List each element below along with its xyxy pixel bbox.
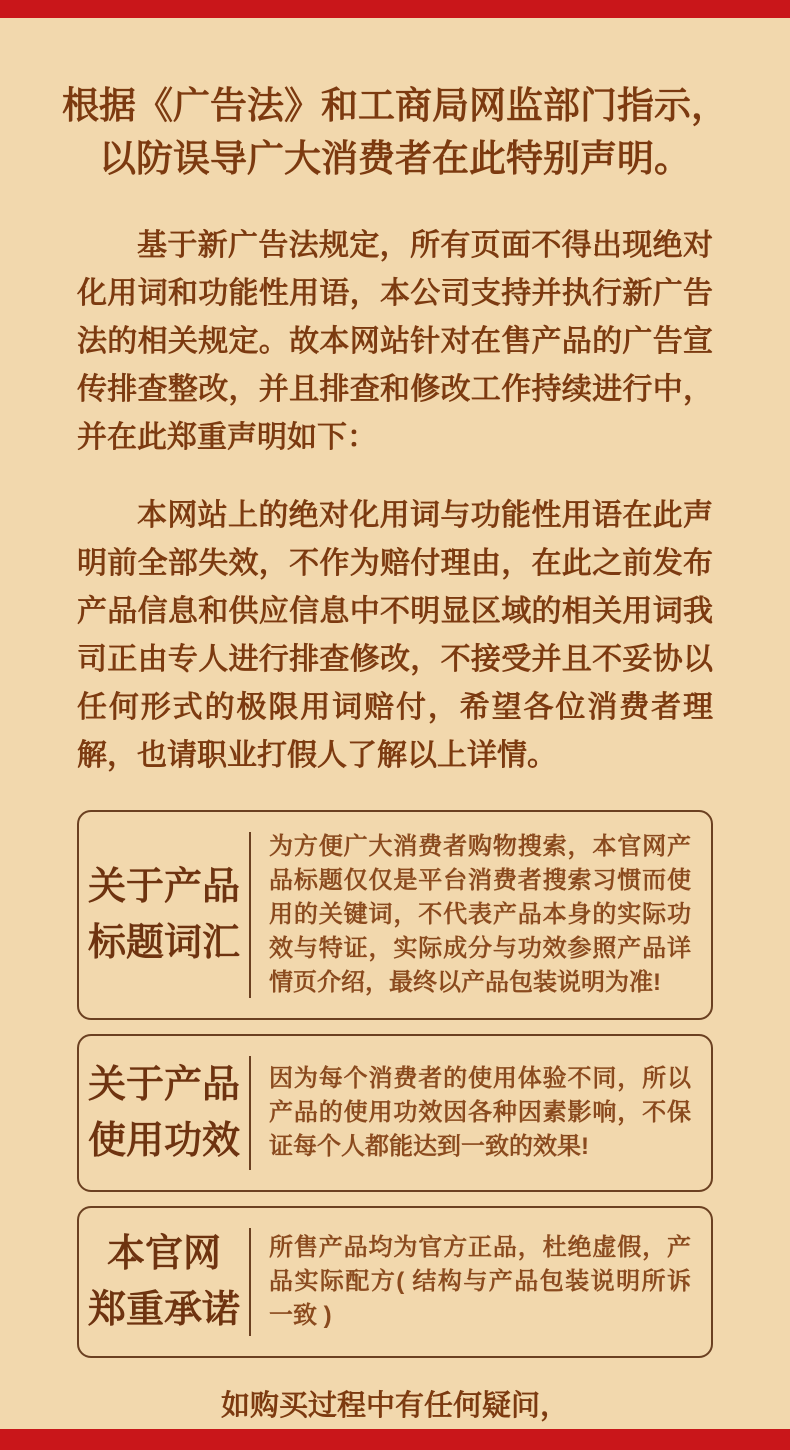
notice-box-content: [251, 1208, 711, 1356]
notice-box-label: [79, 812, 249, 1018]
notice-box-content: [251, 812, 711, 1018]
notice-box-label-line1: 关于产品: [87, 1064, 240, 1106]
bottom-red-bar: [0, 1429, 790, 1450]
notice-box-content: [251, 1036, 711, 1190]
notice-box-label: [79, 1036, 249, 1190]
statement-body: [77, 222, 713, 780]
notice-box-content-text: 所售产品均为官方正品，杜绝虚假，产品实际配方( 结构与产品包装说明所诉一致 ): [269, 1234, 691, 1329]
footer-note-line1: 如购买过程中有任何疑问，: [220, 1390, 569, 1422]
notice-box-label-line2: 使用功效: [87, 1120, 240, 1162]
notice-box-content-text: 因为每个消费者的使用体验不同，所以产品的使用功效因各种因素影响，不保证每个人都能达到一致的效果!: [269, 1065, 691, 1160]
notice-box-product-title: [77, 810, 713, 1020]
page-title: [0, 0, 790, 186]
page-title-line2: 以防误导广大消费者在此特别声明。: [99, 139, 691, 180]
notice-box-product-effect: [77, 1034, 713, 1192]
notice-box-official-promise: [77, 1206, 713, 1358]
notice-box-label-line2: 标题词汇: [87, 922, 240, 964]
intro-paragraph: 基于新广告法规定，所有页面不得出现绝对化用词和功能性用语，本公司支持并执行新广告法的相关规定。故本网站针对在售产品的广告宣传排查整改，并且排查和修改工作持续进行中，并在此郑重声明如下：: [77, 229, 713, 454]
declaration-paragraph: 本网站上的绝对化用词与功能性用语在此声明前全部失效，不作为赔付理由，在此之前发布产品信息和供应信息中不明显区域的相关用词我司正由专人进行排查修改，不接受并且不妥协以任何形式的极限用词赔付，希望各位消费者理解，也请职业打假人了解以上详情。: [77, 499, 713, 772]
notice-box-list: [77, 810, 713, 1358]
notice-box-label: [79, 1208, 249, 1356]
notice-box-label-line1: 本官网: [106, 1233, 221, 1275]
notice-box-label-line1: 关于产品: [87, 866, 240, 908]
notice-box-content-text: 为方便广大消费者购物搜索，本官网产品标题仅仅是平台消费者搜索习惯而使用的关键词，不代表产品本身的实际功效与特证，实际成分与功效参照产品详情页介绍，最终以产品包装说明为准!: [269, 833, 691, 996]
notice-box-label-line2: 郑重承诺: [87, 1289, 240, 1331]
page-title-line1: 根据《广告法》和工商局网监部门指示，: [62, 86, 728, 127]
top-red-bar: [0, 0, 790, 18]
